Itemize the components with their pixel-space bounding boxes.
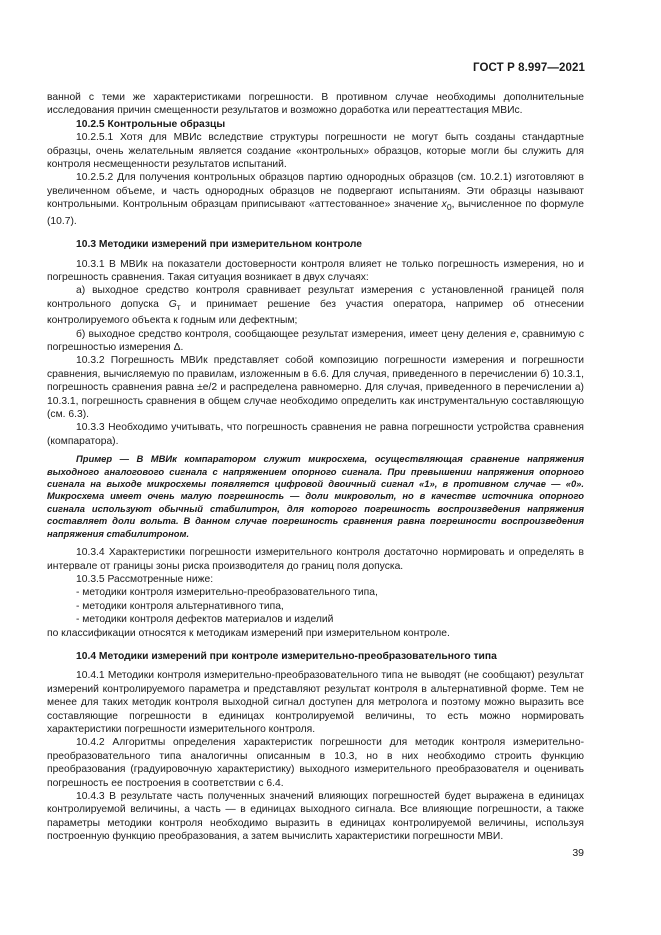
paragraph-10-4-1: 10.4.1 Методики контроля измерительно-преобразовательного типа не выводят (не сообщают) результат измерений контролируемого параметра и представляют результат контроля в альтернативной форме. Тем не менее для таких методик контроля выходной сигнал доступен для метролога и поэтому можно выразить все составляющие погрешности в единицах контролируемой величины, то есть можно нормировать характеристики погрешности измерительного контроля.	[47, 670, 584, 735]
paragraph-case-b	[47, 328, 584, 355]
paragraph-10-3-1: 10.3.1 В МВИк на показатели достоверности контроля влияет не только погрешность измерения, но и погрешность сравнения. Такая ситуация возникает в двух случаях:	[47, 258, 584, 283]
paragraph-10-3-3: 10.3.3 Необходимо учитывать, что погрешность сравнения не равна погрешности устройства сравнения (компаратора).	[47, 422, 584, 447]
paragraph-10-2-5-2-text-b: , вычисленное по формуле (10.7).	[47, 199, 584, 227]
case-b-text-1: б) выходное средство контроля, сообщающее результат измерения, имеет цену деления	[76, 328, 511, 340]
paragraph-10-3-2: 10.3.2 Погрешность МВИк представляет собой композицию погрешности измерения и погрешности сравнения, вычисляемую по правилам, изложенным в 6.6. Для случая, приведенного в перечислении б) 10.3.1, погрешность сравнения равна ±е/2 и распределена равномерно. Для случая, приведенного в перечислении а) 10.3.1, погрешность сравнения в общем случае необходимо определить как инструментальную составляющую (см. 6.3).	[47, 355, 584, 421]
heading-10-4: 10.4 Методики измерений при контроле измерительно-преобразовательного типа	[76, 650, 497, 662]
paragraph-case-a	[47, 284, 584, 327]
page-number: 39	[572, 847, 584, 859]
paragraph-10-2-5-2	[47, 171, 584, 228]
paragraph-continuation: ванной с теми же характеристиками погрешности. В противном случае необходимы дополнительные исследования причин смещенности результатов и возможно доработка или переаттестация МВИс.	[47, 92, 584, 117]
paragraph-classification: по классификации относятся к методикам измерений при измерительном контроле.	[47, 627, 450, 639]
list-item: - методики контроля дефектов материалов и изделий	[76, 614, 334, 626]
heading-10-3: 10.3 Методики измерений при измерительном контроле	[76, 239, 363, 251]
symbol-x0: x	[441, 199, 447, 211]
symbol-g: G	[168, 298, 177, 310]
paragraph-10-4-2: 10.4.2 Алгоритмы определения характеристик погрешности для методик контроля измерительно-преобразовательного типа аналогичны описанным в 10.3, но в них необходимо строить функцию преобразования (градуировочную характеристику) выходного измерительного преобразователя и оценивать погрешность ее построения в соответствии с 6.4.	[47, 737, 584, 789]
symbol-x0-subscript: 0	[446, 202, 452, 213]
document-number: ГОСТ Р 8.997—2021	[473, 62, 585, 74]
symbol-e: е	[510, 328, 516, 340]
heading-10-2-5: 10.2.5 Контрольные образцы	[76, 118, 226, 130]
paragraph-10-3-4: 10.3.4 Характеристики погрешности измерительного контроля достаточно нормировать и определять в интервале от границы зоны риска производителя до границ поля допуска.	[47, 547, 584, 572]
list-item: - методики контроля измерительно-преобразовательного типа,	[76, 587, 378, 599]
page-body	[47, 91, 584, 844]
paragraph-10-4-3: 10.4.3 В результате часть полученных значений влияющих погрешностей будет выражена в единицах контролируемой величины, а часть — в единицах выходного сигнала. Все влияющие погрешности, а также параметры методики контроля необходимо выразить в единицах контролируемой величины, используя построенную функцию преобразования, а затем вычислить характеристики погрешности МВИ.	[47, 791, 584, 843]
paragraph-10-3-5: 10.3.5 Рассмотренные ниже:	[76, 573, 214, 585]
paragraph-10-2-5-2-text-a: 10.2.5.2 Для получения контрольных образцов партию однородных образцов (см. 10.2.1) изготовляют в увеличенном объеме, и часть однородных образцов не подвергают испытаниям. Эти образцы называют контрольными. Контрольным образцам приписывают «аттестованное» значение	[47, 172, 584, 211]
case-a-text-1: а) выходное средство контроля сравнивает результат измерения с установленной границей поля контрольного допуска	[47, 285, 584, 310]
case-b-text-2: , сравнимую с погрешностью измерения Δ.	[47, 328, 584, 353]
case-a-text-2: и принимает решение без участия оператора, например об отнесении контролируемого объекта к годным или дефектным;	[47, 298, 584, 327]
paragraph-10-2-5-1: 10.2.5.1 Хотя для МВИс вследствие структуры погрешности не могут быть созданы стандартные образцы, очень желательным является создание «контрольных» образцов, которые могли бы служить для контроля несмещенности результатов испытаний.	[47, 132, 584, 171]
symbol-g-subscript: т	[176, 301, 181, 312]
example-note: Пример — В МВИк компаратором служит микросхема, осуществляющая сравнение напряжения выходного аналогового сигнала с напряжением опорного сигнала. При превышении напряжения опорного сигнала на выходе микросхемы появляется цифровой двоичный сигнал «1», в противном случае — «0». Микросхема имеет очень малую погрешность — доли микровольт, но в качестве источника опорного сигнала используют обычный стабилитрон, для которого погрешность воспроизведения напряжения составляет доли вольта. В данном случае погрешность сравнения равна погрешности воспроизведения напряжения стабилитроном.	[47, 453, 584, 539]
list-item: - методики контроля альтернативного типа,	[76, 600, 284, 612]
